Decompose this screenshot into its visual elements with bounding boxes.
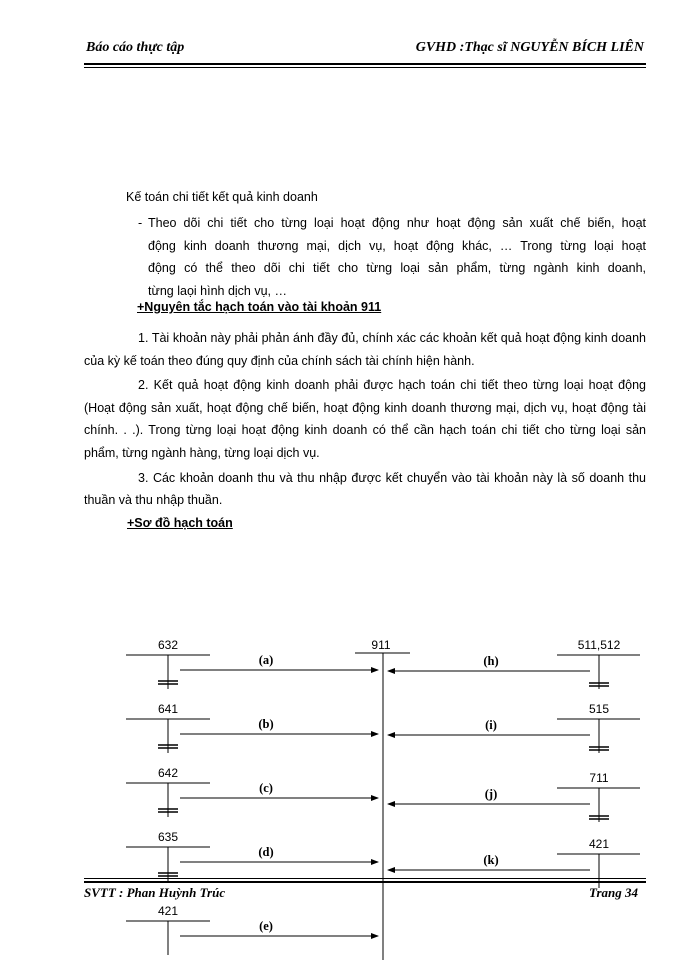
section2-title: +Sơ đồ hạch toán xyxy=(127,516,233,530)
left-entry-label: (c) xyxy=(259,781,273,795)
right-entry-label: (j) xyxy=(484,787,498,801)
right-account-label: 711 xyxy=(589,771,609,785)
left-account-label: 632 xyxy=(157,638,179,652)
left-account xyxy=(126,904,378,955)
left-entry-label: (e) xyxy=(259,919,273,933)
left-account-label: 421 xyxy=(157,904,179,918)
right-account xyxy=(388,771,640,822)
paragraph: 1. Tài khoản này phải phản ánh đầy đủ, chính xác các khoản kết quả hoạt động kinh doanh của kỳ kế toán theo đúng quy định của chính sách tài chính hiện hành. xyxy=(84,331,646,368)
right-account xyxy=(388,702,640,753)
header-right: GVHD :Thạc sĩ NGUYỄN BÍCH LIÊN xyxy=(415,40,644,55)
paragraph: 2. Kết quả hoạt động kinh doanh phải được hạch toán chi tiết theo từng loại hoạt động (Hoạt động sản xuất, hoạt động chế biến, hoạt động kinh doanh thương mại, dịch vụ, hoạt động tài chính. . .). Trong từng loại hoạt động kinh doanh có thể cần hạch toán chi tiết cho từng loại sản phẩm, từng ngành hàng, từng loại dịch vụ. xyxy=(84,378,646,460)
footer-left: SVTT : Phan Huỳnh Trúc xyxy=(84,885,226,900)
bullet-line: Theo dõi chi tiết cho từng loại hoạt động như hoạt động sản xuất chế biến, hoạt xyxy=(148,216,646,230)
footer-rule-thin xyxy=(84,878,646,879)
footer-rule xyxy=(84,881,646,883)
intro-heading: Kế toán chi tiết kết quả kinh doanh xyxy=(126,190,318,204)
bullet-line: động có thể theo dõi chi tiết cho từng loại sản phẩm, từng ngành kinh doanh, xyxy=(148,261,646,276)
left-entry-label: (b) xyxy=(258,717,274,731)
bullet-marker: - xyxy=(138,216,143,230)
footer-right: Trang 34 xyxy=(589,885,638,900)
right-entry-label: (k) xyxy=(483,853,499,867)
left-account-label: 635 xyxy=(157,830,179,844)
left-entry-label: (d) xyxy=(258,845,274,859)
left-account-label: 641 xyxy=(157,702,179,716)
section1-title: +Nguyên tắc hạch toán vào tài khoản 911 xyxy=(137,300,382,314)
left-account xyxy=(126,830,378,881)
right-account-label: 511,512 xyxy=(577,638,621,652)
left-account xyxy=(126,638,378,689)
paragraph: 3. Các khoản doanh thu và thu nhập được kết chuyển vào tài khoản này là số doanh thu thuần và thu nhập thuần. xyxy=(84,470,646,508)
right-entry-label: (h) xyxy=(483,654,499,668)
right-account xyxy=(388,638,640,689)
left-accounts xyxy=(126,638,378,955)
left-account xyxy=(126,766,378,817)
right-account-label: 421 xyxy=(588,837,610,851)
left-account-label: 642 xyxy=(157,766,179,780)
center-account xyxy=(355,638,410,960)
left-account xyxy=(126,702,378,753)
header-left: Báo cáo thực tập xyxy=(86,40,185,55)
right-account-label: 515 xyxy=(588,702,610,716)
right-accounts xyxy=(388,638,640,888)
left-entry-label: (a) xyxy=(258,653,274,667)
center-account-label: 911 xyxy=(371,638,391,652)
bullet-line: động kinh doanh thương mại, dịch vụ, hoạt động khác, … Trong từng loại hoạt xyxy=(148,238,646,253)
right-entry-label: (i) xyxy=(485,718,497,732)
bullet-line: từng laọi hình dịch vụ, … xyxy=(148,283,288,298)
